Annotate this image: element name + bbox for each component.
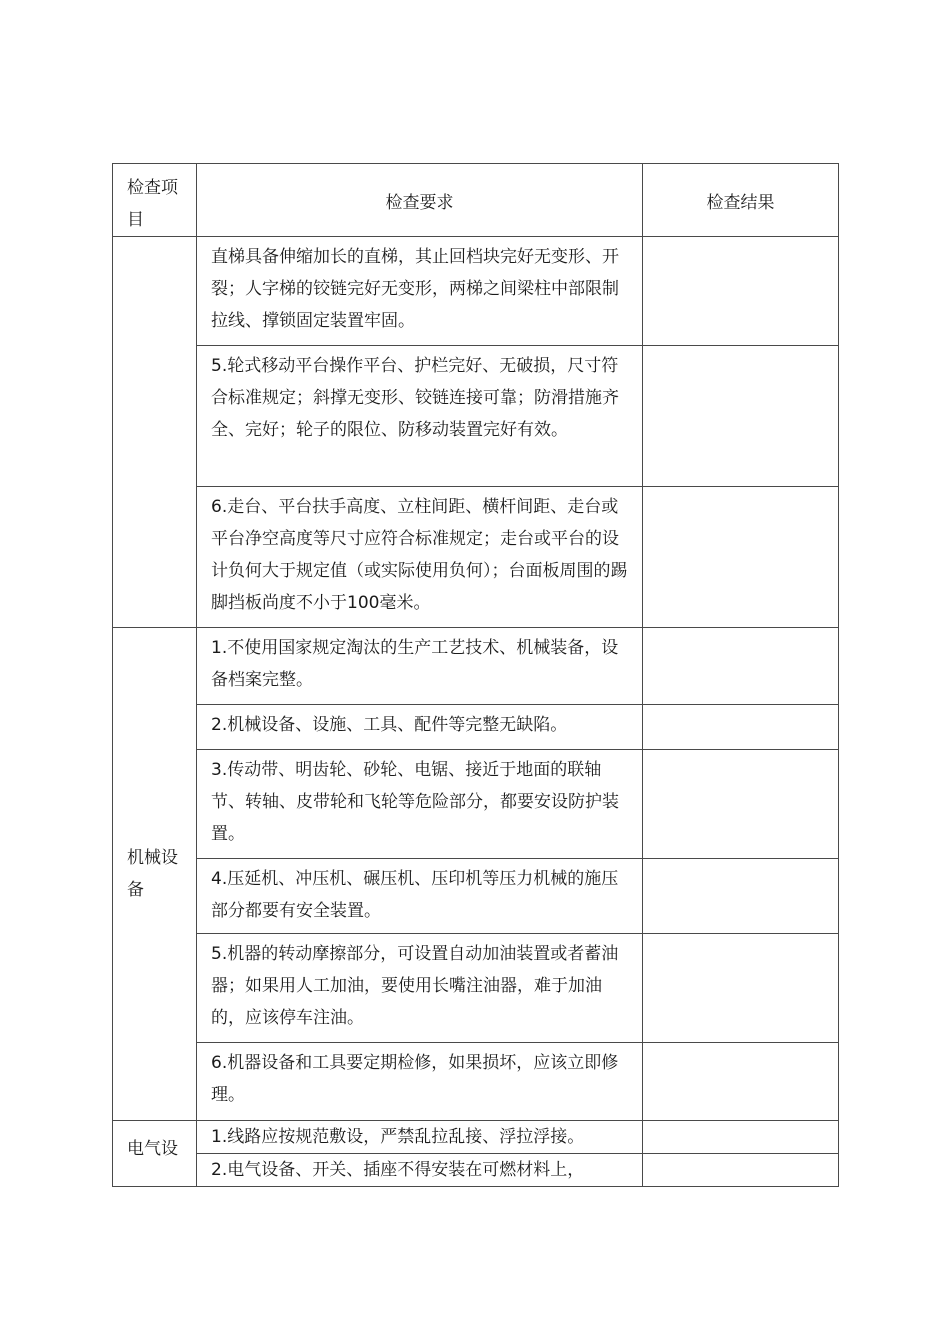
header-item: 检查项目 <box>113 164 197 237</box>
result-cell[interactable] <box>643 934 839 1043</box>
category-cell: 电气设 <box>113 1121 197 1187</box>
requirement-cell: 2.电气设备、开关、插座不得安装在可燃材料上， <box>197 1154 643 1187</box>
requirement-cell: 直梯具备伸缩加长的直梯，其止回档块完好无变形、开裂；人字梯的铰链完好无变形，两梯之间梁柱中部限制拉线、撑锁固定装置牢固。 <box>197 237 643 346</box>
requirement-cell: 2.机械设备、设施、工具、配件等完整无缺陷。 <box>197 705 643 750</box>
result-cell[interactable] <box>643 1043 839 1121</box>
table-row <box>113 628 839 705</box>
category-cell: 机械设备 <box>113 628 197 1121</box>
table-row <box>113 1154 839 1187</box>
requirement-cell: 4.压延机、冲压机、碾压机、压印机等压力机械的施压部分都要有安全装置。 <box>197 859 643 934</box>
inspection-table <box>112 163 839 1187</box>
header-result: 检查结果 <box>643 164 839 237</box>
result-cell[interactable] <box>643 750 839 859</box>
result-cell[interactable] <box>643 487 839 628</box>
table-row <box>113 487 839 628</box>
table-row <box>113 346 839 487</box>
requirement-cell: 3.传动带、明齿轮、砂轮、电锯、接近于地面的联轴节、转轴、皮带轮和飞轮等危险部分，都要安设防护装置。 <box>197 750 643 859</box>
table-row <box>113 705 839 750</box>
requirement-cell: 1.不使用国家规定淘汰的生产工艺技术、机械装备，设备档案完整。 <box>197 628 643 705</box>
table-row <box>113 859 839 934</box>
table-row <box>113 1121 839 1154</box>
result-cell[interactable] <box>643 705 839 750</box>
requirement-cell: 6.走台、平台扶手高度、立柱间距、横杆间距、走台或平台净空高度等尺寸应符合标准规定；走台或平台的设计负何大于规定值（或实际使用负何）；台面板周围的踢脚挡板尚度不小于100毫米。 <box>197 487 643 628</box>
header-requirement: 检查要求 <box>197 164 643 237</box>
result-cell[interactable] <box>643 346 839 487</box>
table-row <box>113 750 839 859</box>
requirement-cell: 5.轮式移动平台操作平台、护栏完好、无破损，尺寸符合标准规定；斜撑无变形、铰链连接可靠；防滑措施齐全、完好；轮子的限位、防移动装置完好有效。 <box>197 346 643 487</box>
table-row <box>113 237 839 346</box>
table-header-row <box>113 164 839 237</box>
result-cell[interactable] <box>643 237 839 346</box>
category-cell <box>113 237 197 628</box>
requirement-cell: 6.机器设备和工具要定期检修，如果损坏，应该立即修理。 <box>197 1043 643 1121</box>
table-row <box>113 1043 839 1121</box>
result-cell[interactable] <box>643 1121 839 1154</box>
requirement-cell: 5.机器的转动摩擦部分，可设置自动加油装置或者蓄油器；如果用人工加油，要使用长嘴注油器，难于加油的，应该停车注油。 <box>197 934 643 1043</box>
result-cell[interactable] <box>643 1154 839 1187</box>
requirement-cell: 1.线路应按规范敷设，严禁乱拉乱接、浮拉浮接。 <box>197 1121 643 1154</box>
result-cell[interactable] <box>643 628 839 705</box>
table-row <box>113 934 839 1043</box>
result-cell[interactable] <box>643 859 839 934</box>
